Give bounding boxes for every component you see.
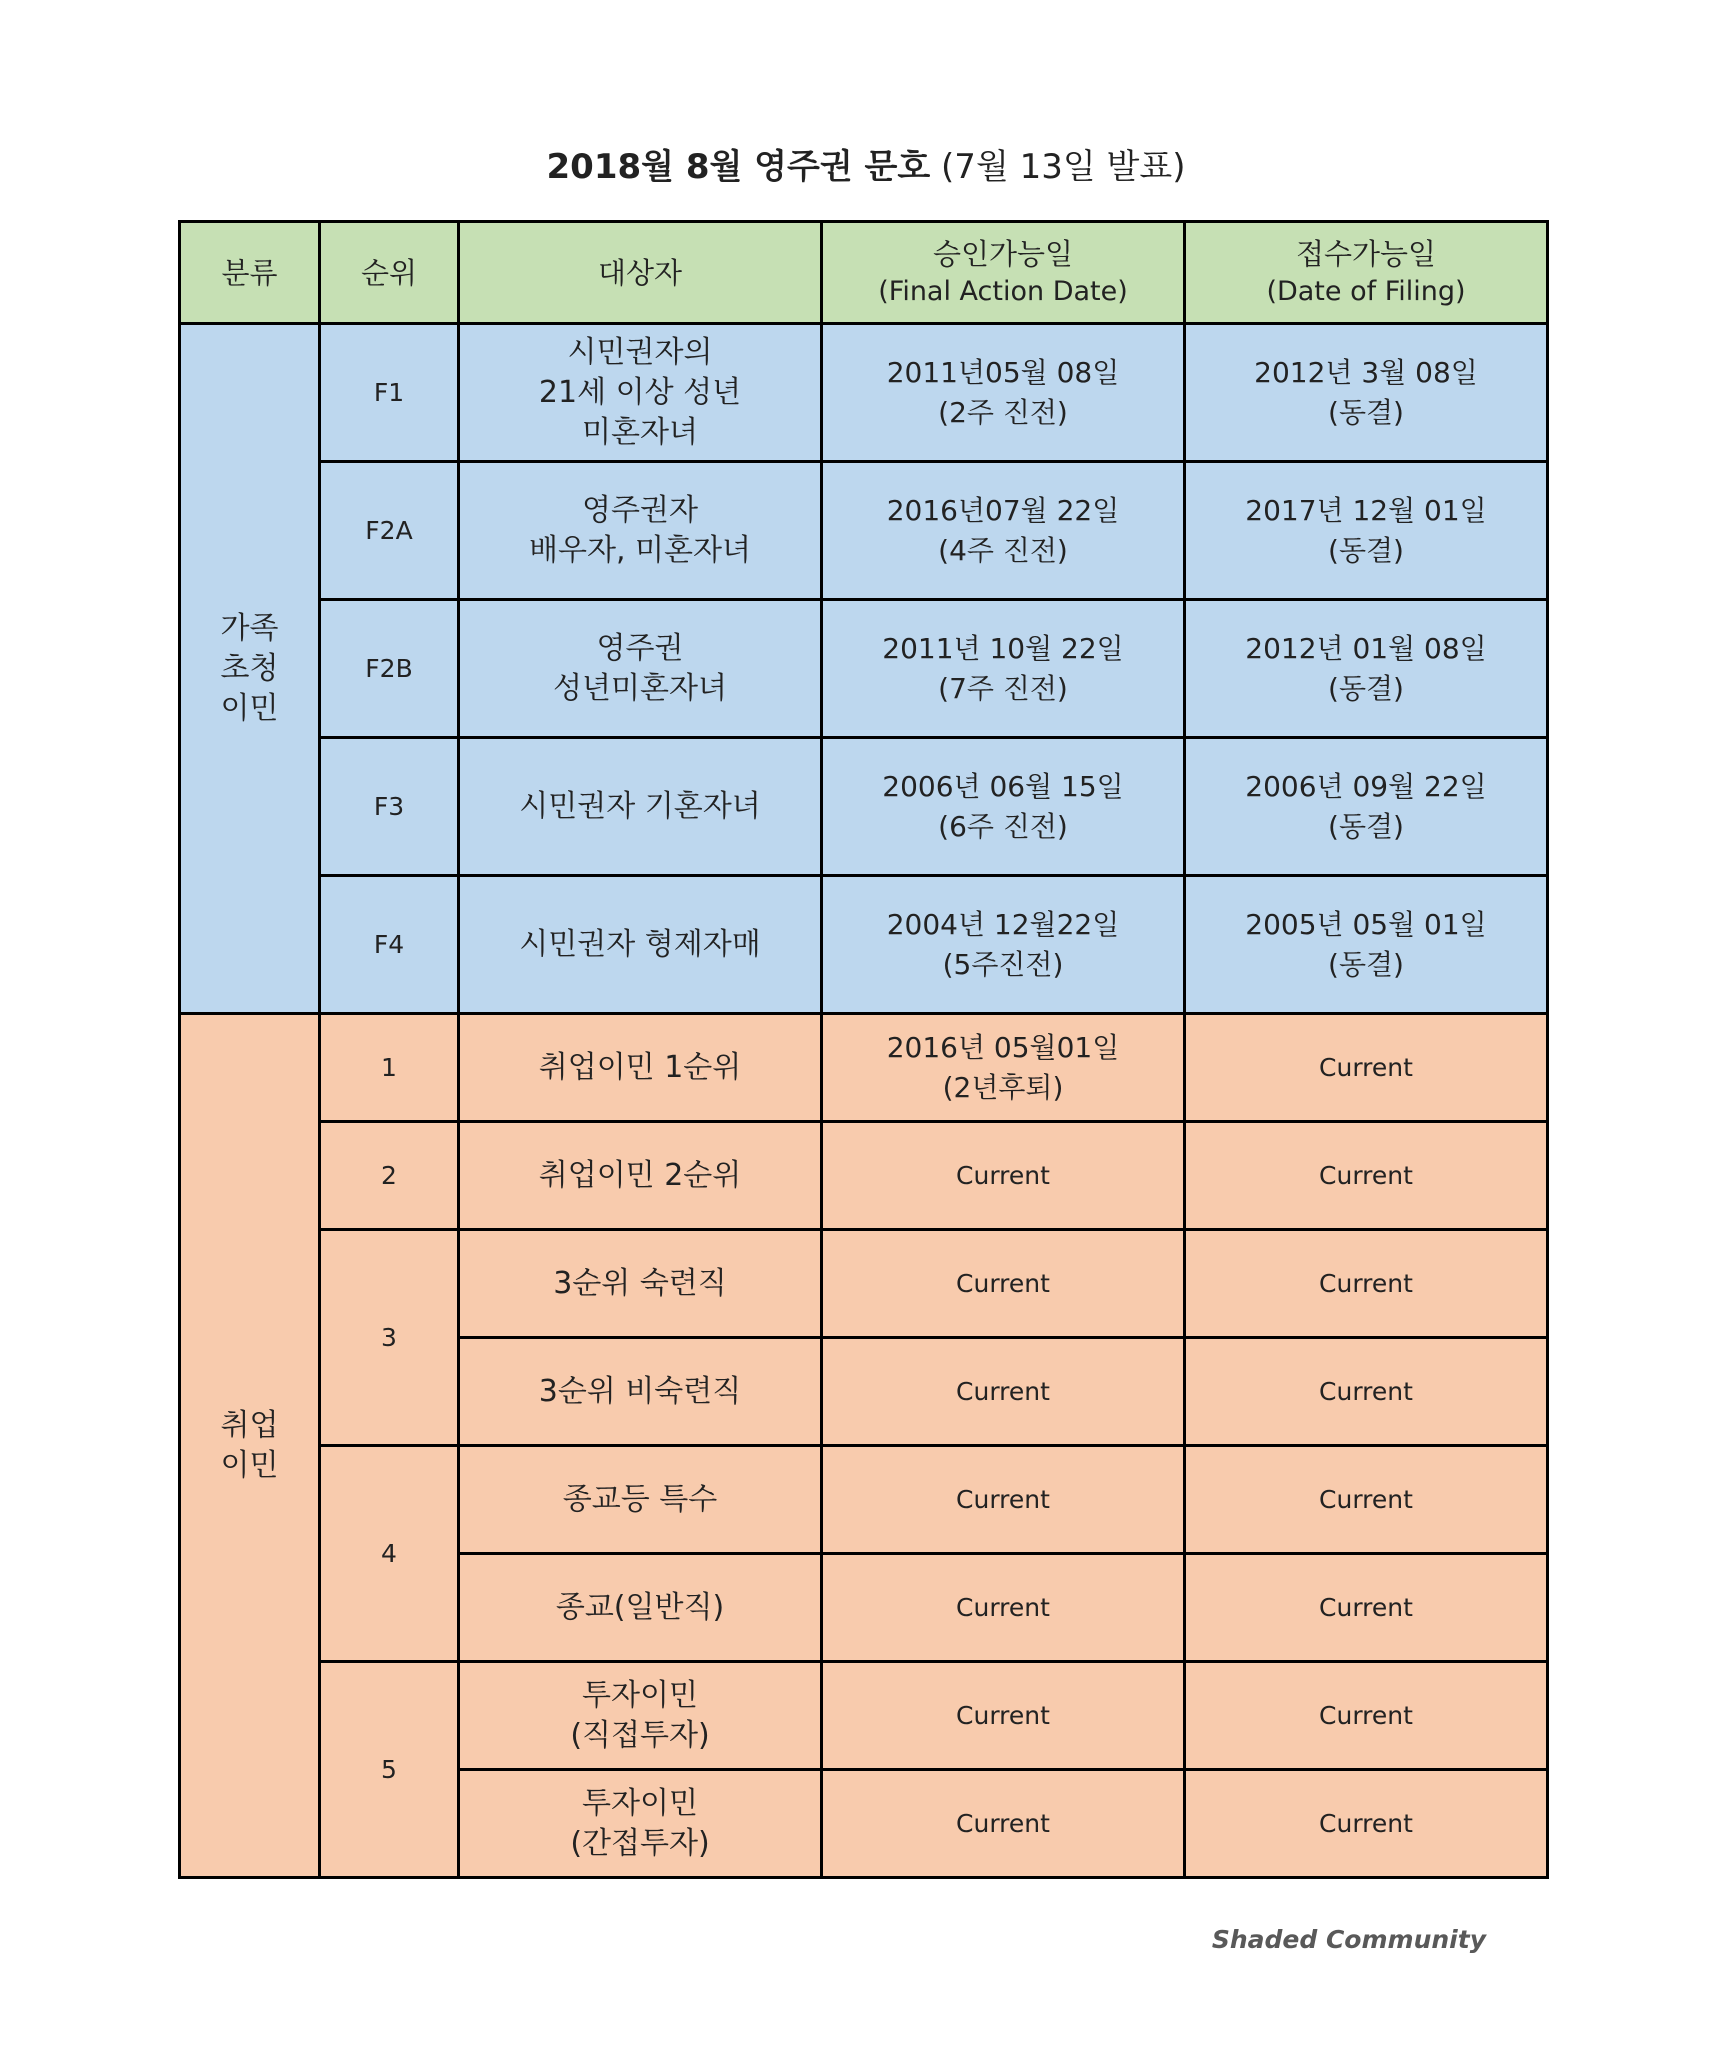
- final-action-cell: 2016년 05월01일 (2년후퇴): [822, 1014, 1185, 1122]
- page-title: [0, 145, 1732, 189]
- header-filing-label: 접수가능일: [1295, 236, 1437, 271]
- rank-cell: F3: [320, 738, 459, 876]
- target-cell: 시민권자 형제자매: [459, 876, 822, 1014]
- category-family: 가족 초청 이민: [180, 324, 320, 1014]
- table-row: [180, 1662, 1548, 1770]
- filing-cell: Current: [1185, 1554, 1548, 1662]
- target-cell: 투자이민 (직접투자): [459, 1662, 822, 1770]
- filing-cell: 2006년 09월 22일 (동결): [1185, 738, 1548, 876]
- table-row: [180, 600, 1548, 738]
- header-date-of-filing: [1185, 222, 1548, 324]
- rank-cell: F1: [320, 324, 459, 462]
- target-cell: 3순위 숙련직: [459, 1230, 822, 1338]
- final-action-cell: 2016년07월 22일 (4주 진전): [822, 462, 1185, 600]
- category-employment: 취업 이민: [180, 1014, 320, 1878]
- final-action-cell: Current: [822, 1770, 1185, 1878]
- target-cell: 3순위 비숙련직: [459, 1338, 822, 1446]
- target-cell: 영주권 성년미혼자녀: [459, 600, 822, 738]
- header-category: 분류: [180, 222, 320, 324]
- target-cell: 시민권자 기혼자녀: [459, 738, 822, 876]
- target-cell: 종교(일반직): [459, 1554, 822, 1662]
- table-row: [180, 1446, 1548, 1554]
- rank-cell: F2A: [320, 462, 459, 600]
- visa-bulletin-table: [178, 220, 1549, 1879]
- rank-cell: 1: [320, 1014, 459, 1122]
- header-final-action-label: 승인가능일: [932, 236, 1074, 271]
- header-final-action-sub: (Final Action Date): [878, 275, 1128, 307]
- header-filing-sub: (Date of Filing): [1266, 275, 1466, 307]
- target-cell: 취업이민 2순위: [459, 1122, 822, 1230]
- header-rank: 순위: [320, 222, 459, 324]
- table-row: [180, 462, 1548, 600]
- table-row: [180, 738, 1548, 876]
- header-target: 대상자: [459, 222, 822, 324]
- rank-cell: 3: [320, 1230, 459, 1446]
- final-action-cell: 2004년 12월22일 (5주진전): [822, 876, 1185, 1014]
- filing-cell: Current: [1185, 1770, 1548, 1878]
- final-action-cell: Current: [822, 1338, 1185, 1446]
- filing-cell: Current: [1185, 1230, 1548, 1338]
- rank-cell: F2B: [320, 600, 459, 738]
- final-action-cell: Current: [822, 1662, 1185, 1770]
- rank-cell: 4: [320, 1446, 459, 1662]
- table-row: [180, 324, 1548, 462]
- filing-cell: 2012년 3월 08일 (동결): [1185, 324, 1548, 462]
- rank-cell: 2: [320, 1122, 459, 1230]
- filing-cell: Current: [1185, 1014, 1548, 1122]
- final-action-cell: Current: [822, 1554, 1185, 1662]
- table-row: [180, 1122, 1548, 1230]
- filing-cell: 2012년 01월 08일 (동결): [1185, 600, 1548, 738]
- filing-cell: Current: [1185, 1446, 1548, 1554]
- target-cell: 종교등 특수: [459, 1446, 822, 1554]
- filing-cell: 2005년 05월 01일 (동결): [1185, 876, 1548, 1014]
- header-final-action: [822, 222, 1185, 324]
- footer-brand: Shaded Community: [1211, 1925, 1486, 1954]
- filing-cell: Current: [1185, 1338, 1548, 1446]
- final-action-cell: 2006년 06월 15일 (6주 진전): [822, 738, 1185, 876]
- rank-cell: 5: [320, 1662, 459, 1878]
- final-action-cell: Current: [822, 1122, 1185, 1230]
- target-cell: 취업이민 1순위: [459, 1014, 822, 1122]
- rank-cell: F4: [320, 876, 459, 1014]
- filing-cell: Current: [1185, 1122, 1548, 1230]
- target-cell: 시민권자의 21세 이상 성년 미혼자녀: [459, 324, 822, 462]
- title-main: 2018월 8월 영주권 문호: [546, 147, 931, 187]
- final-action-cell: Current: [822, 1446, 1185, 1554]
- filing-cell: 2017년 12월 01일 (동결): [1185, 462, 1548, 600]
- header-row: [180, 222, 1548, 324]
- filing-cell: Current: [1185, 1662, 1548, 1770]
- final-action-cell: Current: [822, 1230, 1185, 1338]
- table-row: [180, 1014, 1548, 1122]
- title-sub: (7월 13일 발표): [941, 147, 1186, 187]
- final-action-cell: 2011년 10월 22일 (7주 진전): [822, 600, 1185, 738]
- table-row: [180, 1230, 1548, 1338]
- final-action-cell: 2011년05월 08일 (2주 진전): [822, 324, 1185, 462]
- target-cell: 투자이민 (간접투자): [459, 1770, 822, 1878]
- table-row: [180, 876, 1548, 1014]
- target-cell: 영주권자 배우자, 미혼자녀: [459, 462, 822, 600]
